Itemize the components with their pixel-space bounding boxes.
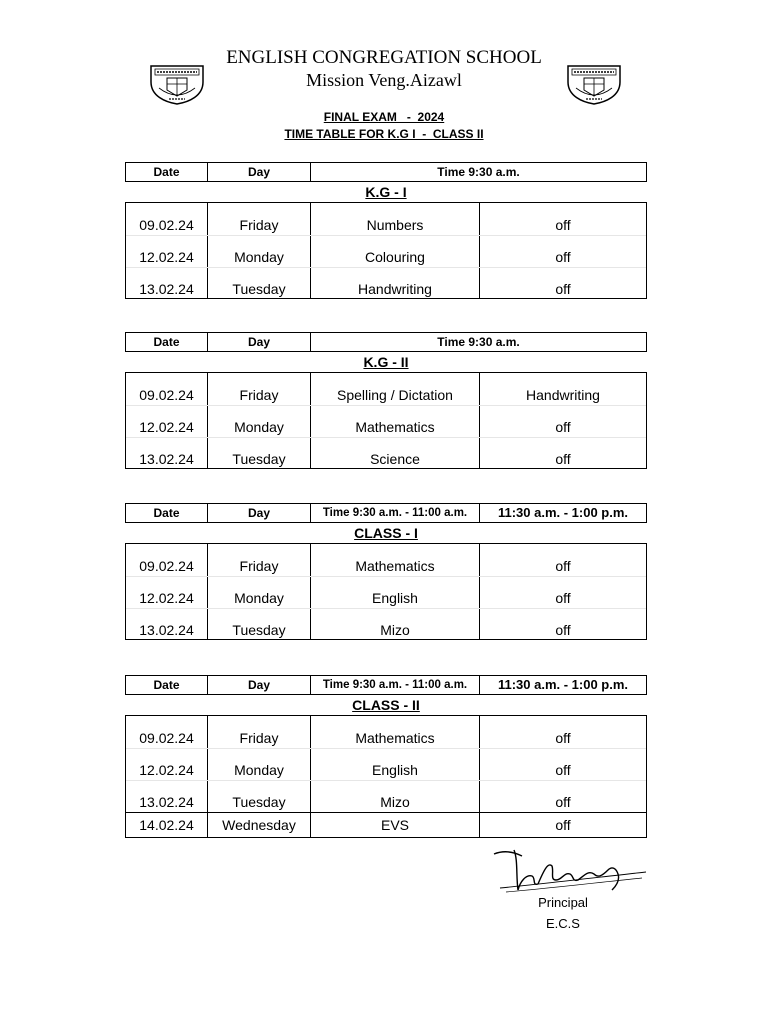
timetable-grid bbox=[125, 202, 647, 299]
exam-subtitle: TIME TABLE FOR K.G I - CLASS II bbox=[284, 127, 484, 141]
date-cell: 12.02.24 bbox=[139, 249, 194, 265]
header-row bbox=[125, 675, 647, 695]
subject-cell-2: off bbox=[555, 762, 571, 778]
date-cell: 13.02.24 bbox=[139, 622, 194, 638]
time-slot-2-header: 11:30 a.m. - 1:00 p.m. bbox=[497, 677, 629, 692]
subject-cell-2: off bbox=[555, 217, 571, 233]
subject-cell: Colouring bbox=[365, 249, 425, 265]
table-row bbox=[126, 608, 646, 639]
subject-cell-2: Handwriting bbox=[526, 387, 600, 403]
signatory-title: Principal bbox=[538, 895, 588, 910]
day-cell: Monday bbox=[234, 249, 284, 265]
header-row bbox=[125, 503, 647, 523]
day-column-header: Day bbox=[247, 506, 270, 520]
subject-cell: English bbox=[372, 590, 418, 606]
class-title: CLASS - I bbox=[354, 525, 418, 541]
day-column-header: Day bbox=[247, 165, 270, 179]
school-name: ENGLISH CONGREGATION SCHOOL bbox=[226, 47, 542, 68]
header-row bbox=[125, 332, 647, 352]
table-row bbox=[126, 437, 646, 468]
table-row bbox=[126, 813, 646, 837]
subject-cell: Spelling / Dictation bbox=[337, 387, 453, 403]
subject-cell-2: off bbox=[555, 558, 571, 574]
class-title: K.G - II bbox=[363, 354, 409, 370]
class-title: CLASS - II bbox=[352, 697, 420, 713]
table-row bbox=[126, 405, 646, 437]
day-column-header: Day bbox=[247, 678, 270, 692]
day-cell: Tuesday bbox=[232, 451, 286, 467]
time-column-header: Time 9:30 a.m. bbox=[437, 335, 520, 349]
date-cell: 13.02.24 bbox=[139, 281, 194, 297]
subject-cell-2: off bbox=[555, 451, 571, 467]
date-column-header: Date bbox=[153, 506, 180, 520]
date-cell: 13.02.24 bbox=[139, 794, 194, 810]
subject-cell-2: off bbox=[555, 419, 571, 435]
timetable-grid bbox=[125, 372, 647, 469]
subject-cell: English bbox=[372, 762, 418, 778]
subject-cell-2: off bbox=[555, 794, 571, 810]
day-cell: Monday bbox=[234, 419, 284, 435]
subject-cell: Numbers bbox=[366, 217, 424, 233]
subject-cell-2: off bbox=[555, 730, 571, 746]
date-cell: 12.02.24 bbox=[139, 762, 194, 778]
time-slot-1-header: Time 9:30 a.m. - 11:00 a.m. bbox=[322, 507, 468, 519]
time-slot-1-header: Time 9:30 a.m. - 11:00 a.m. bbox=[322, 679, 468, 691]
date-cell: 09.02.24 bbox=[139, 387, 194, 403]
subject-cell-2: off bbox=[555, 281, 571, 297]
day-cell: Friday bbox=[239, 558, 279, 574]
table-row bbox=[126, 373, 646, 405]
header-row bbox=[125, 162, 647, 182]
subject-cell: Mizo bbox=[380, 794, 410, 810]
date-cell: 12.02.24 bbox=[139, 419, 194, 435]
table-row bbox=[126, 748, 646, 780]
date-cell: 12.02.24 bbox=[139, 590, 194, 606]
subject-cell: Mathematics bbox=[355, 730, 435, 746]
table-row bbox=[126, 267, 646, 298]
table-row bbox=[126, 780, 646, 812]
date-column-header: Date bbox=[153, 335, 180, 349]
day-cell: Tuesday bbox=[232, 622, 286, 638]
day-cell: Friday bbox=[239, 730, 279, 746]
day-cell: Tuesday bbox=[232, 794, 286, 810]
timetable-grid bbox=[125, 715, 647, 838]
school-location: Mission Veng.Aizawl bbox=[306, 70, 462, 90]
subject-cell-2: off bbox=[555, 590, 571, 606]
subject-cell: EVS bbox=[380, 817, 409, 833]
subject-cell-2: off bbox=[555, 622, 571, 638]
date-cell: 09.02.24 bbox=[139, 217, 194, 233]
day-cell: Monday bbox=[234, 590, 284, 606]
time-slot-2-header: 11:30 a.m. - 1:00 p.m. bbox=[497, 505, 629, 520]
subject-cell: Mizo bbox=[380, 622, 410, 638]
day-cell: Monday bbox=[234, 762, 284, 778]
subject-cell-2: off bbox=[555, 817, 571, 833]
time-column-header: Time 9:30 a.m. bbox=[437, 165, 520, 179]
subject-cell: Mathematics bbox=[355, 558, 435, 574]
date-cell: 14.02.24 bbox=[139, 817, 194, 833]
class-title: K.G - I bbox=[365, 184, 407, 200]
exam-title: FINAL EXAM - 2024 bbox=[323, 110, 445, 124]
date-cell: 09.02.24 bbox=[139, 730, 194, 746]
day-column-header: Day bbox=[247, 335, 270, 349]
date-cell: 13.02.24 bbox=[139, 451, 194, 467]
date-cell: 09.02.24 bbox=[139, 558, 194, 574]
day-cell: Friday bbox=[239, 387, 279, 403]
date-column-header: Date bbox=[153, 678, 180, 692]
timetable-grid bbox=[125, 543, 647, 640]
principal-signature-icon bbox=[492, 846, 648, 896]
table-row bbox=[126, 576, 646, 608]
table-row bbox=[126, 716, 646, 748]
subject-cell: Mathematics bbox=[355, 419, 435, 435]
table-row bbox=[126, 235, 646, 267]
table-row bbox=[126, 203, 646, 235]
table-row bbox=[126, 544, 646, 576]
school-abbreviation: E.C.S bbox=[546, 916, 580, 931]
date-column-header: Date bbox=[153, 165, 180, 179]
day-cell: Tuesday bbox=[232, 281, 286, 297]
subject-cell-2: off bbox=[555, 249, 571, 265]
day-cell: Friday bbox=[239, 217, 279, 233]
subject-cell: Science bbox=[370, 451, 420, 467]
subject-cell: Handwriting bbox=[358, 281, 432, 297]
day-cell: Wednesday bbox=[222, 817, 296, 833]
